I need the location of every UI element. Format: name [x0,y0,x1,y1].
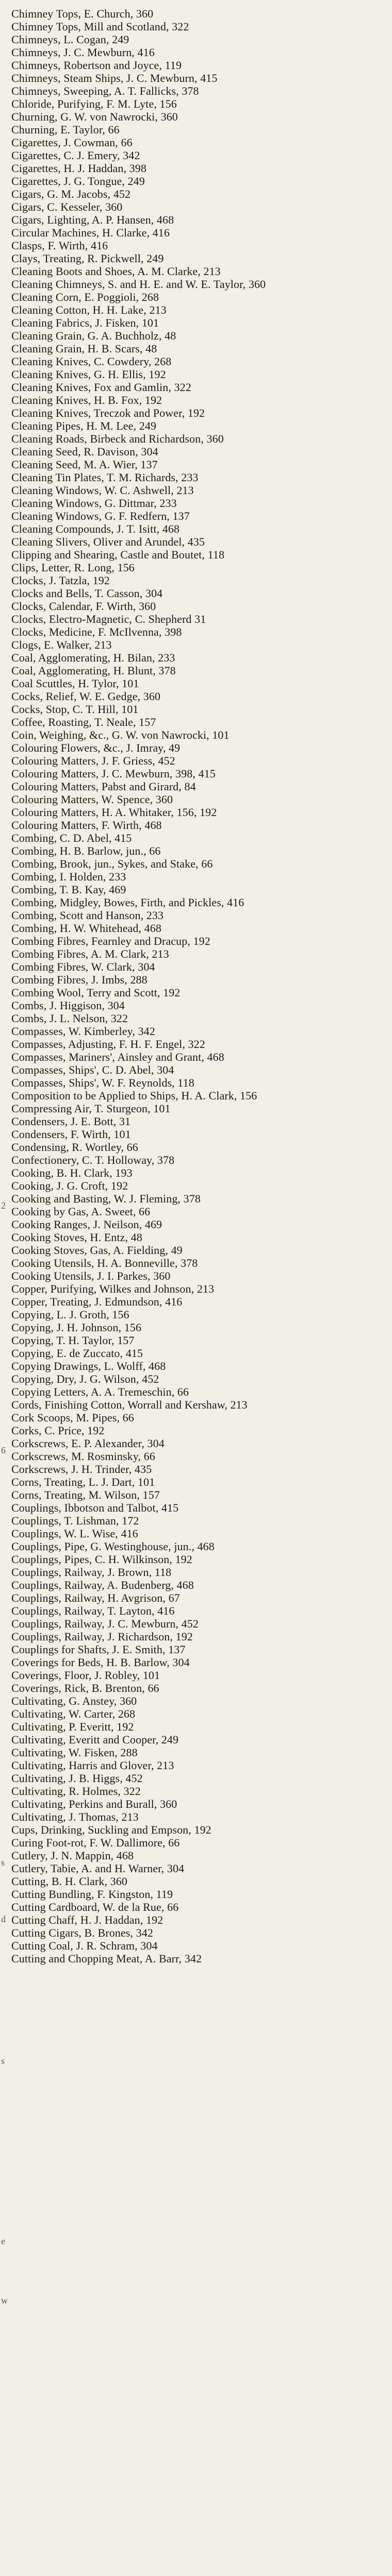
index-entry: Combing Fibres, A. M. Clark, 213 [11,947,169,960]
index-entry: Combing, T. B. Kay, 469 [11,883,126,896]
index-entry: Cleaning Grain, G. A. Buchholz, 48 [11,329,176,342]
index-entry: Clocks and Bells, T. Casson, 304 [11,587,163,600]
index-entry: Clocks, Electro-Magnetic, C. Shepherd 31 [11,613,206,625]
index-entry: Cooking Utensils, J. I. Parkes, 360 [11,1269,171,1282]
index-entry: Copying Drawings, L. Wolff, 468 [11,1360,166,1372]
index-entry: Cultivating, P. Everitt, 192 [11,1720,134,1733]
index-entry: Colouring Matters, Pabst and Girard, 84 [11,780,196,793]
index-entry: Coal, Agglomerating, H. Blunt, 378 [11,664,176,677]
index-entry: Compasses, Mariners', Ainsley and Grant, 468 [11,1050,224,1063]
index-entry: Cultivating, J. Thomas, 213 [11,1810,139,1823]
index-entry: Chloride, Purifying, F. M. Lyte, 156 [11,97,177,110]
index-entry: Cleaning Slivers, Oliver and Arundel, 435 [11,535,205,548]
index-entry: Cooking Ranges, J. Neilson, 469 [11,1218,162,1231]
index-entry: Combing, I. Holden, 233 [11,870,126,883]
index-entry: Couplings for Shafts, J. E. Smith, 137 [11,1643,186,1656]
index-entry: Cleaning Cotton, H. H. Lake, 213 [11,303,167,316]
index-entries [11,7,385,1965]
index-entry: Couplings, Railway, T. Layton, 416 [11,1604,175,1617]
index-entry: Couplings, W. L. Wise, 416 [11,1527,138,1540]
margin-mark: s [1,1857,5,1868]
index-entry: Cultivating, Everitt and Cooper, 249 [11,1733,179,1746]
index-entry: Cleaning Seed, R. Davison, 304 [11,445,158,458]
index-entry: Churning, G. W. von Nawrocki, 360 [11,110,178,123]
index-entry: Composition to be Applied to Ships, H. A. Clark, 156 [11,1089,257,1102]
index-entry: Couplings, T. Lishman, 172 [11,1514,139,1527]
index-entry: Combing, Brook, jun., Sykes, and Stake, 66 [11,857,213,870]
index-entry: Clays, Treating, R. Pickwell, 249 [11,252,164,265]
index-entry: Copper, Treating, J. Edmundson, 416 [11,1295,183,1308]
index-entry: Cultivating, Perkins and Burall, 360 [11,1798,177,1810]
index-entry: Cleaning Knives, Treczok and Power, 192 [11,406,205,419]
index-entry: Cigarettes, J. G. Tongue, 249 [11,175,145,188]
index-entry: Cleaning Knives, H. B. Fox, 192 [11,394,162,406]
index-entry: Colouring Matters, F. Wirth, 468 [11,819,162,832]
index-entry: Cleaning Knives, Fox and Gamlin, 322 [11,381,191,394]
margin-mark: d [1,1914,6,1924]
index-entry: Cooking and Basting, W. J. Fleming, 378 [11,1192,201,1205]
index-entry: Couplings, Railway, J. C. Mewburn, 452 [11,1617,199,1630]
index-entry: Couplings, Pipe, G. Westinghouse, jun., 468 [11,1540,215,1553]
index-entry: Cleaning Corn, E. Poggioli, 268 [11,291,159,303]
index-entry: Cooking, B. H. Clark, 193 [11,1166,133,1179]
index-entry: Clipping and Shearing, Castle and Boutet, 118 [11,548,225,561]
index-entry: Colouring Matters, H. A. Whitaker, 156, 192 [11,806,217,819]
index-entry: Chimney Tops, E. Church, 360 [11,7,154,20]
index-entry: Cocks, Stop, C. T. Hill, 101 [11,703,139,716]
index-entry: Cultivating, W. Fisken, 288 [11,1746,138,1759]
index-entry: Cooking Stoves, H. Entz, 48 [11,1231,142,1244]
index-entry: Copying, T. H. Taylor, 157 [11,1334,135,1347]
index-entry: Cords, Finishing Cotton, Worrall and Kershaw, 213 [11,1398,248,1411]
index-entry: Cultivating, R. Holmes, 322 [11,1785,141,1798]
margin-mark: 6 [1,1445,6,1455]
index-entry: Corkscrews, J. H. Trinder, 435 [11,1463,152,1476]
index-entry: Cigars, G. M. Jacobs, 452 [11,188,131,200]
index-entry: Cutting, B. H. Clark, 360 [11,1875,127,1888]
index-entry: Compasses, Adjusting, F. H. F. Engel, 322 [11,1038,205,1050]
margin-mark: w [1,2295,8,2306]
margin-mark: e [1,2236,5,2246]
index-entry: Combs, J. L. Nelson, 322 [11,1012,128,1025]
index-entry: Cooking, J. G. Croft, 192 [11,1179,128,1192]
index-entry: Colouring Matters, J. F. Griess, 452 [11,754,175,767]
index-entry: Cleaning Knives, G. H. Ellis, 192 [11,368,166,381]
index-entry: Cigarettes, H. J. Haddan, 398 [11,162,146,175]
index-entry: Cleaning Fabrics, J. Fisken, 101 [11,316,159,329]
index-entry: Clocks, Medicine, F. McIlvenna, 398 [11,625,182,638]
index-entry: Cutlery, Tabie, A. and H. Warner, 304 [11,1862,185,1875]
index-entry: Chimneys, J. C. Mewburn, 416 [11,46,155,59]
index-entry: Compasses, Ships', C. D. Abel, 304 [11,1063,174,1076]
index-entry: Clogs, E. Walker, 213 [11,638,112,651]
index-entry: Cleaning Pipes, H. M. Lee, 249 [11,419,157,432]
index-entry: Cleaning Windows, G. Dittmar, 233 [11,497,177,510]
index-entry: Combing, H. B. Barlow, jun., 66 [11,844,161,857]
index-entry: Coal, Agglomerating, H. Bilan, 233 [11,651,175,664]
index-entry: Cigars, C. Kesseler, 360 [11,200,123,213]
index-entry: Condensers, F. Wirth, 101 [11,1128,131,1141]
index-entry: Condensers, J. E. Bott, 31 [11,1115,131,1128]
index-entry: Copying, J. H. Johnson, 156 [11,1321,142,1334]
index-entry: Cleaning Chimneys, S. and H. E. and W. E. Taylor, 360 [11,278,266,291]
index-entry: Compasses, W. Kimberley, 342 [11,1025,155,1038]
index-entry: Cigarettes, C. J. Emery, 342 [11,149,140,162]
index-entry: Cleaning Compounds, J. T. Isitt, 468 [11,522,180,535]
index-entry: Combing, H. W. Whitehead, 468 [11,922,161,935]
index-entry: Cleaning Windows, W. C. Ashwell, 213 [11,484,194,497]
index-entry: Cutting Coal, J. R. Schram, 304 [11,1939,158,1952]
index-entry: Corkscrews, E. P. Alexander, 304 [11,1437,165,1450]
index-entry: Clips, Letter, R. Long, 156 [11,561,135,574]
index-entry: Cultivating, Harris and Glover, 213 [11,1759,174,1772]
index-entry: Combing Wool, Terry and Scott, 192 [11,986,181,999]
index-entry: Combing Fibres, W. Clark, 304 [11,960,155,973]
index-entry: Chimneys, Robertson and Joyce, 119 [11,59,182,72]
index-entry: Cutting Chaff, H. J. Haddan, 192 [11,1913,164,1926]
index-entry: Cutting Cigars, B. Brones, 342 [11,1926,153,1939]
index-entry: Cleaning Boots and Shoes, A. M. Clarke, 213 [11,265,221,278]
index-entry: Cleaning Roads, Birbeck and Richardson, 360 [11,432,224,445]
index-entry: Combing, C. D. Abel, 415 [11,832,132,844]
index-entry: Cultivating, J. B. Higgs, 452 [11,1772,143,1785]
index-entry: Coverings, Floor, J. Robley, 101 [11,1669,160,1682]
index-entry: Copying, Dry, J. G. Wilson, 452 [11,1372,159,1385]
index-entry: Cigarettes, J. Cowman, 66 [11,136,133,149]
index-entry: Couplings, Railway, J. Brown, 118 [11,1566,172,1579]
index-entry: Chimneys, L. Cogan, 249 [11,33,129,46]
index-entry: Copying, L. J. Groth, 156 [11,1308,129,1321]
index-entry: Combing, Midgley, Bowes, Firth, and Pickles, 416 [11,896,244,909]
index-entry: Combing, Scott and Hanson, 233 [11,909,164,922]
index-entry: Clocks, J. Tatzla, 192 [11,574,110,587]
index-entry: Cleaning Seed, M. A. Wier, 137 [11,458,158,471]
index-entry: Combs, J. Higgison, 304 [11,999,125,1012]
index-entry: Coin, Weighing, &c., G. W. von Nawrocki, 101 [11,728,230,741]
index-entry: Couplings, Railway, A. Budenberg, 468 [11,1579,194,1591]
index-entry: Compressing Air, T. Sturgeon, 101 [11,1102,171,1115]
index-entry: Cultivating, G. Anstey, 360 [11,1694,137,1707]
index-entry: Colouring Flowers, &c., J. Imray, 49 [11,741,181,754]
index-entry: Couplings, Railway, J. Richardson, 192 [11,1630,193,1643]
index-entry: Copying Letters, A. A. Tremeschin, 66 [11,1385,189,1398]
index-entry: Cleaning Windows, G. F. Redfern, 137 [11,510,190,522]
index-entry: Clasps, F. Wirth, 416 [11,239,108,252]
index-entry: Cleaning Knives, C. Cowdery, 268 [11,355,172,368]
index-entry: Circular Machines, H. Clarke, 416 [11,226,170,239]
index-entry: Coverings for Beds, H. B. Barlow, 304 [11,1656,190,1669]
margin-mark: s [1,2056,5,2066]
index-entry: Combing Fibres, Fearnley and Dracup, 192 [11,935,210,947]
index-entry: Confectionery, C. T. Holloway, 378 [11,1154,175,1166]
index-entry: Cooking by Gas, A. Sweet, 66 [11,1205,151,1218]
margin-mark: 2 [1,1200,6,1211]
index-entry: Coffee, Roasting, T. Neale, 157 [11,716,156,728]
index-entry: Couplings, Pipes, C. H. Wilkinson, 192 [11,1553,192,1566]
index-entry: Cleaning Tin Plates, T. M. Richards, 233 [11,471,199,484]
index-entry: Coverings, Rick, B. Brenton, 66 [11,1682,159,1694]
index-entry: Copying, E. de Zuccato, 415 [11,1347,143,1360]
index-entry: Cigars, Lighting, A. P. Hansen, 468 [11,213,174,226]
index-entry: Chimneys, Steam Ships, J. C. Mewburn, 415 [11,72,218,84]
index-entry: Couplings, Ibbotson and Talbot, 415 [11,1501,179,1514]
index-entry: Corns, Treating, L. J. Dart, 101 [11,1476,155,1488]
index-entry: Cooking Stoves, Gas, A. Fielding, 49 [11,1244,183,1257]
index-entry: Cutlery, J. N. Mappin, 468 [11,1849,134,1862]
index-entry: Corns, Treating, M. Wilson, 157 [11,1488,160,1501]
index-entry: Curing Foot-rot, F. W. Dallimore, 66 [11,1836,180,1849]
index-entry: Coal Scuttles, H. Tylor, 101 [11,677,139,690]
index-entry: Cups, Drinking, Suckling and Empson, 192 [11,1823,211,1836]
index-entry: Colouring Matters, J. C. Mewburn, 398, 415 [11,767,216,780]
index-entry: Cork Scoops, M. Pipes, 66 [11,1411,134,1424]
index-entry: Cocks, Relief, W. E. Gedge, 360 [11,690,161,703]
index-entry: Compasses, Ships', W. F. Reynolds, 118 [11,1076,194,1089]
index-entry: Corkscrews, M. Rosminsky, 66 [11,1450,155,1463]
index-entry: Cultivating, W. Carter, 268 [11,1707,136,1720]
index-entry: Corks, C. Price, 192 [11,1424,105,1437]
index-entry: Couplings, Railway, H. Avgrison, 67 [11,1591,180,1604]
index-entry: Combing Fibres, J. Imbs, 288 [11,973,148,986]
index-entry: Cutting Cardboard, W. de la Rue, 66 [11,1901,179,1913]
index-entry: Chimney Tops, Mill and Scotland, 322 [11,20,189,33]
index-entry: Condensing, R. Wortley, 66 [11,1141,138,1154]
index-entry: Cooking Utensils, H. A. Bonneville, 378 [11,1257,198,1269]
index-entry: Churning, E. Taylor, 66 [11,123,120,136]
index-entry: Chimneys, Sweeping, A. T. Fallicks, 378 [11,84,199,97]
index-entry: Cleaning Grain, H. B. Scars, 48 [11,342,157,355]
index-entry: Cutting and Chopping Meat, A. Barr, 342 [11,1952,202,1965]
index-entry: Cutting Bundling, F. Kingston, 119 [11,1888,173,1901]
index-entry: Colouring Matters, W. Spence, 360 [11,793,173,806]
index-entry: Copper, Purifying, Wilkes and Johnson, 213 [11,1282,215,1295]
index-entry: Clocks, Calendar, F. Wirth, 360 [11,600,156,613]
